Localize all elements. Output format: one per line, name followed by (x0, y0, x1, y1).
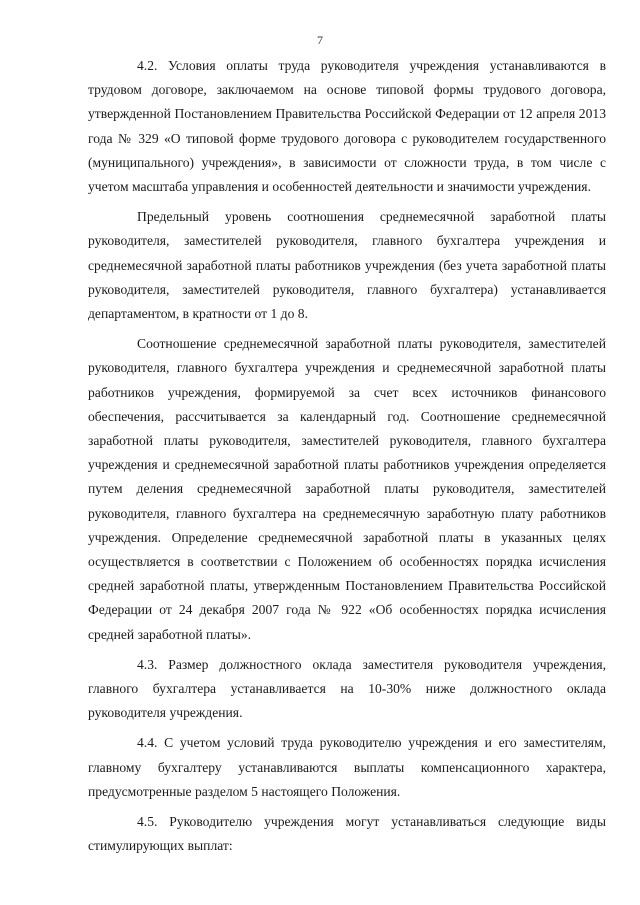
paragraph-salary-ratio-calculation: Соотношение среднемесячной заработной платы руководителя, заместителей руководителя, главного бухгалтера учреждения и среднемесячной заработной платы работников учреждения, формируемой за счет всех источников финансового обеспечения, рассчитывается за календарный год. Соотношение среднемесячной заработной платы руководителя, заместителей руководителя, главного бухгалтера учреждения и среднемесячной заработной платы работников учреждения определяется путем деления среднемесячной заработной платы руководителя, заместителей руководителя, главного бухгалтера на среднемесячную заработную плату работников учреждения. Определение среднемесячной заработной платы в указанных целях осуществляется в соответствии с Положением об особенностях порядка исчисления средней заработной платы, утвержденным Постановлением Правительства Российской Федерации от 24 декабря 2007 года № 922 «Об особенностях порядка исчисления средней заработной платы». (88, 336, 606, 642)
paragraph-4-4: 4.4. С учетом условий труда руководителю учреждения и его заместителям, главному бухгалтеру устанавливаются выплаты компенсационного характера, предусмотренные разделом 5 настоящего Положения. (88, 735, 606, 799)
paragraph-salary-ratio-limit: Предельный уровень соотношения среднемесячной заработной платы руководителя, заместителей руководителя, главного бухгалтера учреждения и среднемесячной заработной платы работников учреждения (без учета заработной платы руководителя, заместителей руководителя, главного бухгалтера) устанавливается департаментом, в кратности от 1 до 8. (88, 209, 606, 322)
paragraph-4-2: 4.2. Условия оплаты труда руководителя учреждения устанавливаются в трудовом договоре, заключаемом на основе типовой формы трудового договора, утвержденной Постановлением Правительства Российской Федерации от 12 апреля 2013 года № 329 «О типовой форме трудового договора с руководителем государственного (муниципального) учреждения», в зависимости от сложности труда, в том числе с учетом масштаба управления и особенностей деятельности и значимости учреждения. (88, 58, 606, 195)
paragraph-4-5: 4.5. Руководителю учреждения могут устанавливаться следующие виды стимулирующих выплат: (88, 814, 606, 854)
paragraph-4-3: 4.3. Размер должностного оклада заместителя руководителя учреждения, главного бухгалтера устанавливается на 10-30% ниже должностного оклада руководителя учреждения. (88, 656, 606, 721)
document-body (88, 54, 606, 863)
page-number: 7 (317, 33, 323, 47)
